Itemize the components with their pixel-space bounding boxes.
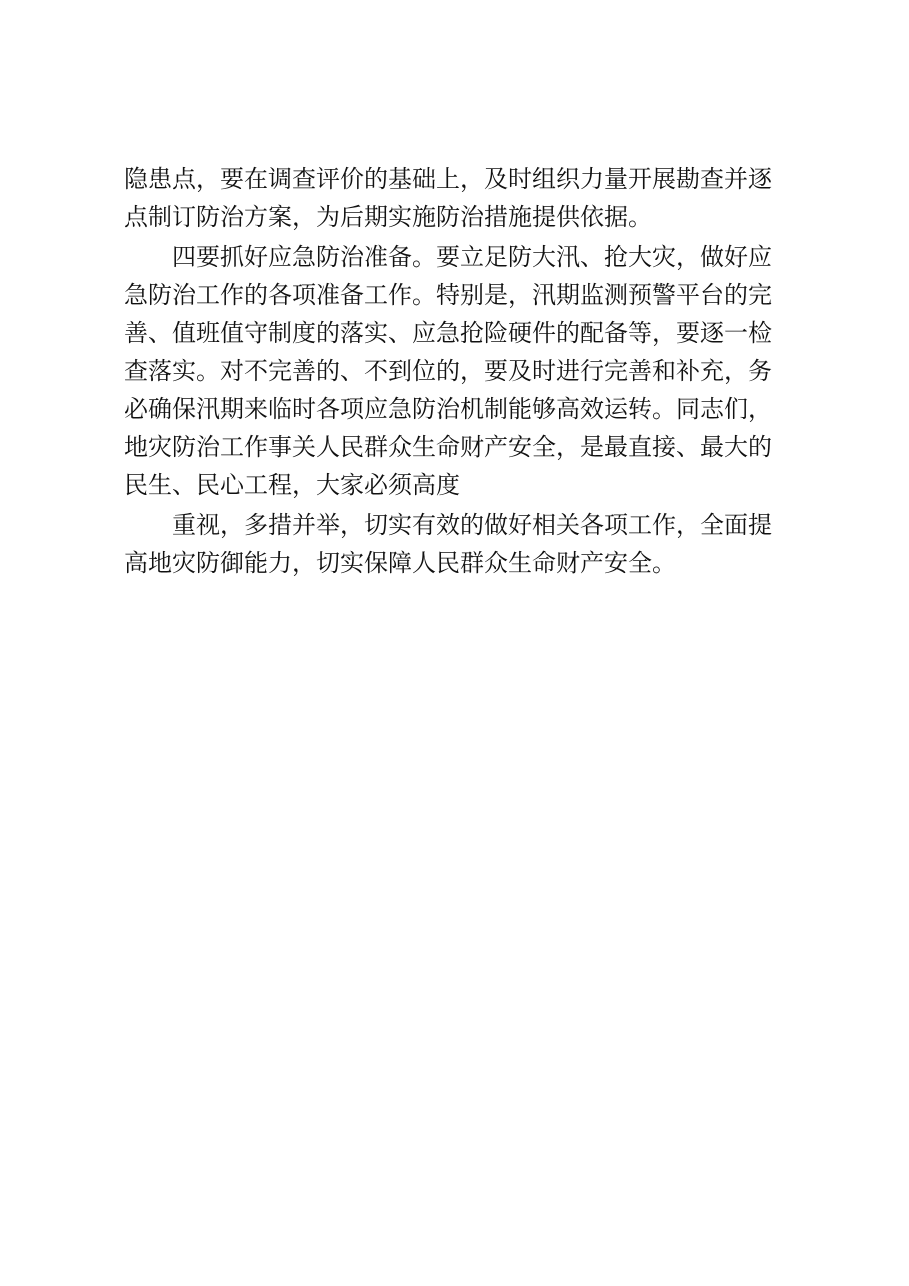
paragraph-first-line: 重视，多措并举，切实有效的做好相关各项工作，全面提	[172, 511, 772, 539]
text-line: 急防治工作的各项准备工作。特别是，汛期监测预警平台的完	[124, 281, 772, 309]
text-line: 善、值班值守制度的落实、应急抢险硬件的配备等，要逐一检	[124, 319, 772, 347]
text-line: 隐患点，要在调查评价的基础上，及时组织力量开展勘查并逐	[124, 165, 772, 193]
paragraph-first-line: 四要抓好应急防治准备。要立足防大汛、抢大灾，做好应	[172, 243, 772, 271]
text-line: 必确保汛期来临时各项应急防治机制能够高效运转。同志们，	[124, 395, 772, 423]
text-line: 地灾防治工作事关人民群众生命财产安全，是最直接、最大的	[124, 433, 772, 461]
text-line: 高地灾防御能力，切实保障人民群众生命财产安全。	[124, 549, 676, 577]
text-line: 点制订防治方案，为后期实施防治措施提供依据。	[124, 203, 652, 231]
document-body	[124, 160, 804, 582]
text-line: 民生、民心工程，大家必须高度	[124, 471, 460, 499]
text-line: 查落实。对不完善的、不到位的，要及时进行完善和补充，务	[124, 357, 772, 385]
